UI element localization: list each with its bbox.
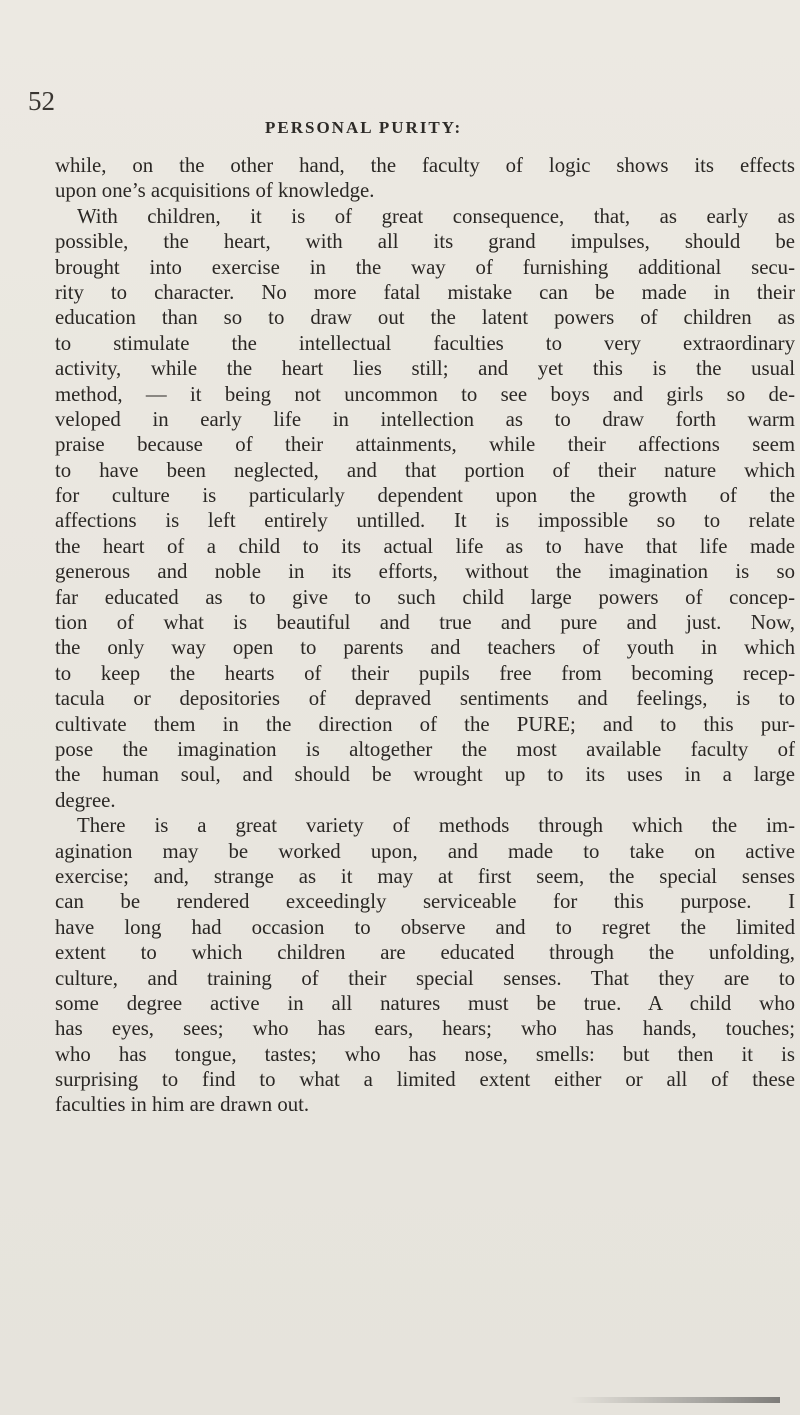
body-text — [55, 153, 795, 1118]
text-line: surprising to find to what a limited extent either or all of these — [55, 1068, 795, 1092]
text-line: upon one’s acquisitions of knowledge. — [55, 179, 375, 203]
text-line: while, on the other hand, the faculty of logic shows its effects — [55, 154, 795, 177]
text-line: There is a great variety of methods through which the im- — [77, 814, 795, 838]
text-line: for culture is particularly dependent upon the growth of the — [55, 484, 795, 508]
text-line: degree. — [55, 788, 116, 812]
page-number: 52 — [28, 86, 55, 116]
text-line: the heart of a child to its actual life as to have that life made — [55, 534, 795, 558]
text-line: agination may be worked upon, and made to take on active — [55, 839, 795, 863]
text-line: method, — it being not uncommon to see boys and girls so de- — [55, 382, 795, 406]
text-line: who has tongue, tastes; who has nose, smells: but then it is — [55, 1042, 795, 1066]
text-line: veloped in early life in intellection as to draw forth warm — [55, 407, 795, 431]
text-line: faculties in him are drawn out. — [55, 1093, 310, 1117]
text-line: the human soul, and should be wrought up to its uses in a large — [55, 763, 795, 787]
running-head: PERSONAL PURITY: — [265, 118, 463, 137]
text-line: extent to which children are educated through the unfolding, — [55, 941, 795, 965]
text-line: to stimulate the intellectual faculties to very extraordinary — [55, 331, 795, 355]
text-line: tacula or depositories of depraved sentiments and feelings, is to — [55, 687, 795, 711]
text-line: affections is left entirely untilled. It is impossible so to relate — [55, 509, 795, 533]
text-line: can be rendered exceedingly serviceable for this purpose. I — [55, 890, 795, 914]
text-line: the only way open to parents and teachers of youth in which — [55, 636, 795, 660]
text-line: cultivate them in the direction of the PURE; and to this pur- — [55, 712, 795, 736]
text-line: far educated as to give to such child large powers of concep- — [55, 585, 795, 609]
text-line: tion of what is beautiful and true and pure and just. Now, — [55, 611, 795, 635]
page-edge-shadow — [570, 1397, 780, 1403]
text-line: rity to character. No more fatal mistake can be made in their — [55, 280, 795, 304]
text-line: praise because of their attainments, while their affections seem — [55, 433, 795, 457]
text-line: education than so to draw out the latent powers of children as — [55, 306, 795, 330]
text-line: to keep the hearts of their pupils free from becoming recep- — [55, 661, 795, 685]
text-line: have long had occasion to observe and to regret the limited — [55, 915, 795, 939]
text-line: With children, it is of great consequence, that, as early as — [77, 204, 795, 228]
text-line: exercise; and, strange as it may at first seem, the special senses — [55, 864, 795, 888]
text-line: brought into exercise in the way of furnishing additional secu- — [55, 255, 795, 279]
text-line: pose the imagination is altogether the most available faculty of — [55, 737, 795, 761]
text-line: possible, the heart, with all its grand impulses, should be — [55, 230, 795, 254]
text-line: to have been neglected, and that portion of their nature which — [55, 458, 795, 482]
text-line: has eyes, sees; who has ears, hears; who has hands, touches; — [55, 1017, 795, 1041]
text-line: some degree active in all natures must be true. A child who — [55, 991, 795, 1015]
text-line: generous and noble in its efforts, without the imagination is so — [55, 560, 795, 584]
text-line: culture, and training of their special senses. That they are to — [55, 966, 795, 990]
text-line: activity, while the heart lies still; and yet this is the usual — [55, 357, 795, 381]
